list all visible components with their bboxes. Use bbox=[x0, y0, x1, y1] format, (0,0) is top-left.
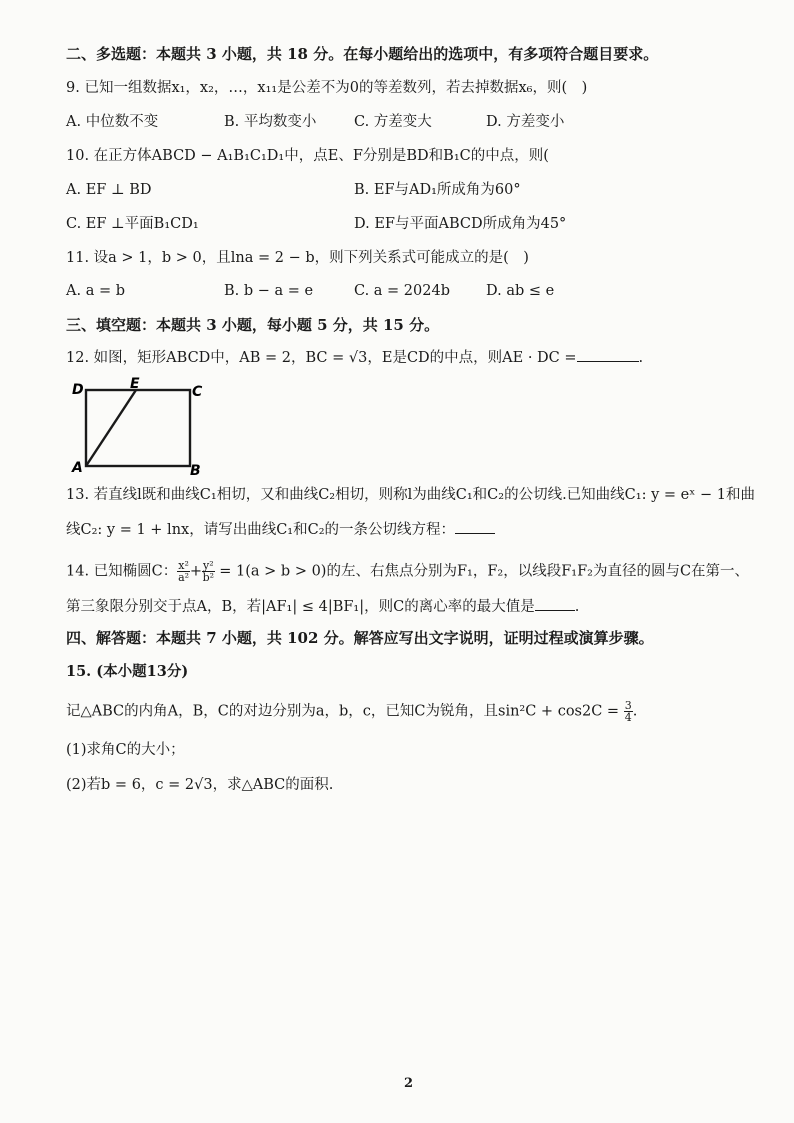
question-15-part1: (1)求角C的大小； bbox=[66, 742, 185, 758]
question-9-option-b: B. 平均数变小 bbox=[224, 114, 317, 130]
plus-sign: + bbox=[189, 563, 203, 580]
segment-ae bbox=[86, 390, 136, 466]
question-11-option-b: B. b − a = e bbox=[224, 283, 314, 299]
answer-blank bbox=[455, 519, 495, 534]
question-15-text: 记△ABC的内角A，B，C的对边分别为a，b，c，已知C为锐角，且sin²C + cos2C = bbox=[66, 703, 624, 720]
rectangle-abcd bbox=[86, 390, 190, 466]
label-c: C bbox=[192, 384, 203, 400]
rectangle-figure bbox=[70, 376, 210, 480]
question-10-option-c: C. EF ⊥平面B₁CD₁ bbox=[66, 216, 199, 232]
question-12-end: . bbox=[638, 350, 644, 366]
question-14-pre: 14. 已知椭圆C： bbox=[66, 563, 178, 580]
fraction-3-4: $\frac{3}{4}$ bbox=[624, 699, 632, 724]
question-11-option-a: A. a = b bbox=[66, 283, 125, 299]
answer-blank bbox=[577, 347, 639, 362]
question-14-line2: 第三象限分别交于点A，B，若|AF₁| ≤ 4|BF₁|，则C的离心率的最大值是 . bbox=[66, 596, 579, 617]
label-a: A bbox=[72, 460, 83, 476]
answer-blank bbox=[535, 596, 575, 611]
question-11-option-d: D. ab ≤ e bbox=[486, 283, 555, 299]
section-fill-blank: 三、填空题：本题共 3 小题，每小题 5 分，共 15 分。 bbox=[66, 316, 440, 334]
section-multi-choice: 二、多选题：本题共 3 小题，共 18 分。在每小题给出的选项中，有多项符合题目要求。 bbox=[66, 45, 659, 63]
question-14-line1 bbox=[66, 560, 749, 583]
label-e: E bbox=[130, 376, 140, 392]
label-d: D bbox=[72, 382, 84, 398]
question-10-option-a: A. EF ⊥ BD bbox=[66, 182, 152, 198]
question-10-option-d: D. EF与平面ABCD所成角为45° bbox=[354, 216, 567, 232]
question-12-text: 12. 如图，矩形ABCD中，AB = 2，BC = √3，E是CD的中点，则AE · DC = bbox=[66, 350, 577, 366]
question-9-option-a: A. 中位数不变 bbox=[66, 114, 159, 130]
question-13-line1: 13. 若直线l既和曲线C₁相切，又和曲线C₂相切，则称l为曲线C₁和C₂的公切线.已知曲线C₁: y = eˣ − 1和曲 bbox=[66, 487, 755, 503]
question-15-part2: (2)若b = 6，c = 2√3，求△ABC的面积. bbox=[66, 777, 334, 793]
fraction-y2-b2: $\frac{\text{y²}}{\text{b²}}$ bbox=[202, 559, 215, 584]
page-number: 2 bbox=[404, 1076, 414, 1091]
question-11-option-c: C. a = 2024b bbox=[354, 283, 450, 299]
question-13-line2 bbox=[66, 519, 495, 540]
question-10-stem: 10. 在正方体ABCD − A₁B₁C₁D₁中，点E、F分别是BD和B₁C的中点，则( bbox=[66, 148, 549, 164]
question-9-stem: 9. 已知一组数据x₁，x₂，…，x₁₁是公差不为0的等差数列，若去掉数据x₆，则( ) bbox=[66, 80, 588, 96]
fraction-x2-a2: $\frac{\text{x²}}{\text{a²}}$ bbox=[178, 559, 190, 584]
question-15-header: 15. (本小题13分) bbox=[66, 663, 189, 680]
question-14-post: = 1(a > b > 0)的左、右焦点分别为F₁，F₂，以线段F₁F₂为直径的圆与C在第一、 bbox=[214, 563, 750, 580]
question-10-option-b: B. EF与AD₁所成角为60° bbox=[354, 182, 521, 198]
question-13-text: 线C₂: y = 1 + lnx，请写出曲线C₁和C₂的一条公切线方程： bbox=[66, 522, 456, 538]
section-answer: 四、解答题：本题共 7 小题，共 102 分。解答应写出文字说明，证明过程或演算步骤。 bbox=[66, 629, 654, 647]
question-11-stem: 11. 设a > 1，b > 0，且lna = 2 − b，则下列关系式可能成立的是( ) bbox=[66, 250, 529, 266]
question-9-option-c: C. 方差变大 bbox=[354, 114, 432, 130]
label-b: B bbox=[190, 463, 201, 476]
question-14-text: 第三象限分别交于点A，B，若|AF₁| ≤ 4|BF₁|，则C的离心率的最大值是 bbox=[66, 599, 535, 615]
question-12-stem bbox=[66, 347, 643, 368]
question-15-stem: 记△ABC的内角A，B，C的对边分别为a，b，c，已知C为锐角，且sin²C + cos2C = $\frac{3}{4}$ . bbox=[66, 699, 638, 724]
question-9-option-d: D. 方差变小 bbox=[486, 114, 565, 130]
